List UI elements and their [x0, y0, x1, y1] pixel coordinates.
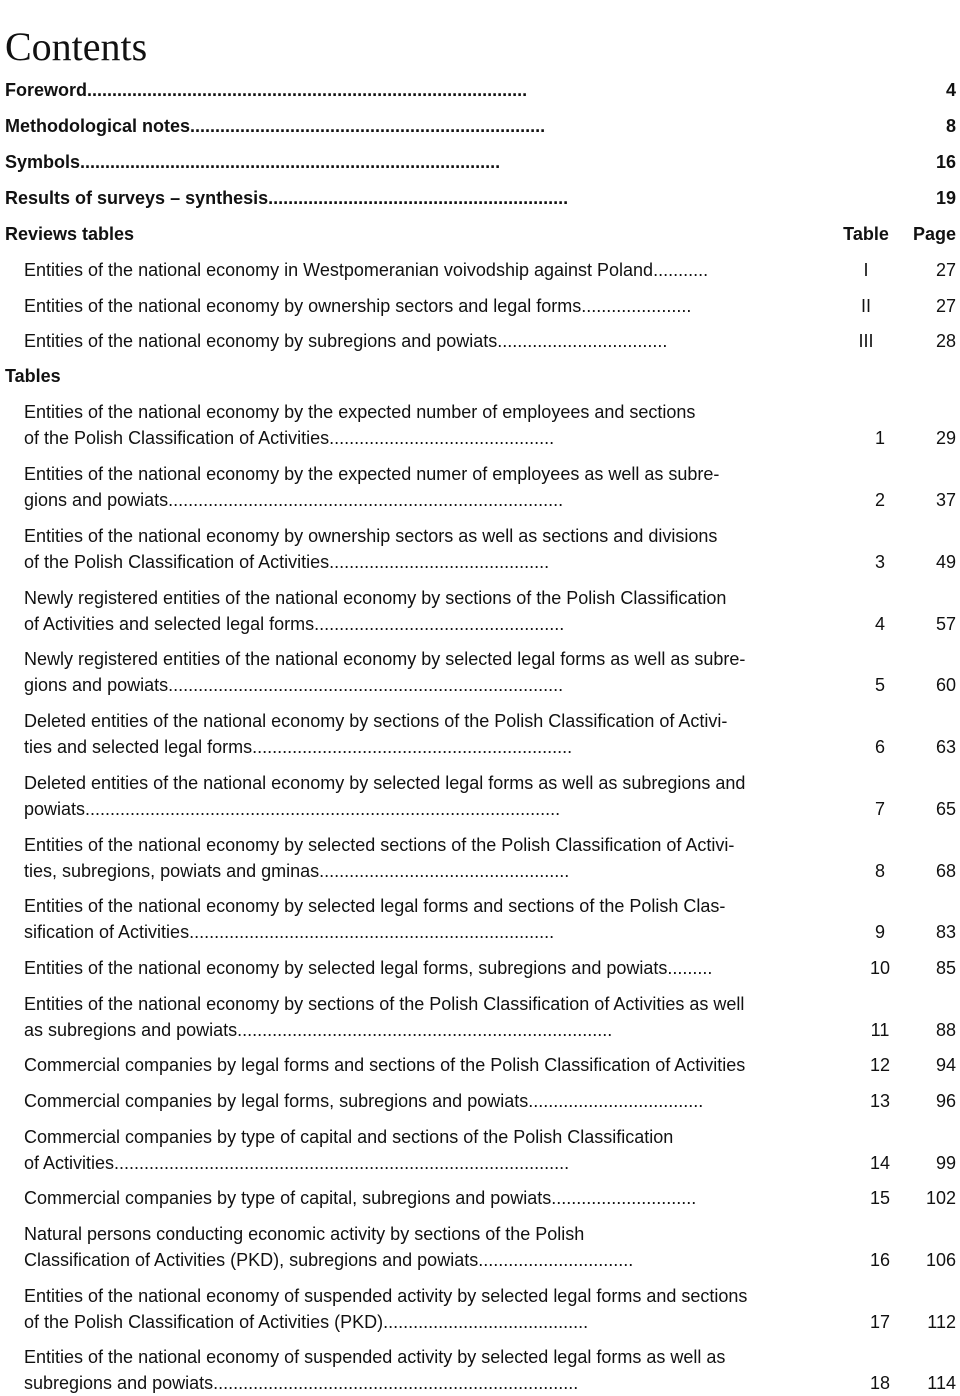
toc-page-number: 37: [935, 490, 956, 510]
toc-page-number: 8: [945, 116, 956, 136]
table-number: 5: [874, 675, 885, 695]
toc-page-number: 88: [935, 1020, 956, 1040]
toc-page-number: 106: [925, 1250, 956, 1270]
toc-entry-label-line1: Newly registered entities of the national economy by sections of the Polish Classification: [24, 588, 727, 608]
toc-entry-label-line1: Newly registered entities of the national economy by selected legal forms as well as subre-: [24, 649, 746, 669]
toc-entry-label-line1: Natural persons conducting economic activity by sections of the Polish: [24, 1224, 585, 1244]
table-number: 8: [874, 861, 885, 881]
table-number: 14: [869, 1153, 891, 1173]
toc-entry-label-line1: Commercial companies by type of capital and sections of the Polish Classification: [24, 1127, 674, 1147]
toc-page-number: 94: [935, 1055, 956, 1075]
toc-entry-label-line2: powiats: [24, 799, 86, 819]
leader-dots: ...........: [653, 260, 709, 280]
toc-entry-label: Foreword: [5, 80, 88, 100]
toc-entry-label: Commercial companies by type of capital, subregions and powiats: [24, 1188, 552, 1208]
leader-dots: ..................................................: [314, 614, 565, 634]
section-header-label: Tables: [5, 366, 61, 386]
toc-page-number: 27: [935, 260, 956, 280]
toc-entry-label-line2: gions and powiats: [24, 675, 169, 695]
leader-dots: .........: [667, 958, 713, 978]
toc-entry-label-line1: Deleted entities of the national economy by sections of the Polish Classification of Activi-: [24, 711, 728, 731]
toc-entry-label-line2: ties and selected legal forms: [24, 737, 253, 757]
leader-dots: ...............................: [478, 1250, 634, 1270]
toc-page-number: 63: [935, 737, 956, 757]
section-header-label: Reviews tables: [5, 224, 135, 244]
toc-page-number: 19: [935, 188, 956, 208]
table-number: III: [858, 331, 874, 351]
toc-page-number: 57: [935, 614, 956, 634]
table-number: 1: [874, 428, 885, 448]
leader-dots: ...............................................................................: [168, 490, 564, 510]
table-number: 11: [870, 1020, 890, 1040]
toc-entry-label-line2: of Activities: [24, 1153, 115, 1173]
toc-entry-label-line1: Entities of the national economy by the expected numer of employees as well as subre-: [24, 464, 720, 484]
toc-entry-label-line2: as subregions and powiats: [24, 1020, 238, 1040]
toc-page-number: 28: [935, 331, 956, 351]
table-number: 12: [869, 1055, 891, 1075]
toc-page-number: 49: [935, 552, 956, 572]
toc-entry-label: Entities of the national economy by selected legal forms, subregions and powiats: [24, 958, 668, 978]
leader-dots: ..................................................: [319, 861, 570, 881]
toc-entry-label-line2: ties, subregions, powiats and gminas: [24, 861, 320, 881]
leader-dots: .........................................................................: [189, 922, 555, 942]
toc-entry-label: Entities of the national economy by ownership sectors and legal forms: [24, 296, 582, 316]
leader-dots: ...............................................................................: [168, 675, 564, 695]
table-number: 16: [869, 1250, 891, 1270]
leader-dots: ...............................................................................................: [85, 799, 561, 819]
toc-page-number: 102: [925, 1188, 956, 1208]
toc-page-number: 16: [935, 152, 956, 172]
leader-dots: .............................................: [329, 428, 555, 448]
table-number: 18: [869, 1373, 891, 1393]
toc-page-number: 83: [935, 922, 956, 942]
table-number: 10: [869, 958, 891, 978]
toc-entry-label-line2: Classification of Activities (PKD), subregions and powiats: [24, 1250, 479, 1270]
toc-page-number: 4: [945, 80, 956, 100]
toc-entry-label-line2: subregions and powiats: [24, 1373, 214, 1393]
leader-dots: ............................................................: [268, 188, 569, 208]
table-number: 6: [874, 737, 885, 757]
toc-entry-label-line2: of the Polish Classification of Activities: [24, 428, 330, 448]
page-title: Contents: [5, 23, 148, 69]
toc-page-number: 99: [935, 1153, 956, 1173]
leader-dots: ....................................................................................: [80, 152, 501, 172]
table-number: II: [860, 296, 871, 316]
leader-dots: ...................................: [528, 1091, 704, 1111]
leader-dots: ......................: [581, 296, 692, 316]
toc-entry-label-line1: Deleted entities of the national economy by selected legal forms as well as subregions and: [24, 773, 746, 793]
toc-entry-label-line1: Entities of the national economy of suspended activity by selected legal forms as well as: [24, 1347, 726, 1367]
toc-page-number: 27: [935, 296, 956, 316]
leader-dots: .......................................................................: [190, 116, 546, 136]
table-number: 9: [874, 922, 885, 942]
toc-entry-label-line2: sification of Activities: [24, 922, 190, 942]
toc-entry-label: Commercial companies by legal forms, subregions and powiats: [24, 1091, 529, 1111]
toc-entry-label-line2: of the Polish Classification of Activities: [24, 552, 330, 572]
toc-entry-label-line1: Entities of the national economy of suspended activity by selected legal forms and sections: [24, 1286, 748, 1306]
table-number: I: [863, 260, 869, 280]
toc-entry-label: Results of surveys – synthesis: [5, 188, 269, 208]
toc-entry-label: Commercial companies by legal forms and sections of the Polish Classification of Activities: [24, 1055, 746, 1075]
toc-page-number: 114: [927, 1373, 956, 1393]
toc-entry-label-line1: Entities of the national economy by selected sections of the Polish Classification of Activi-: [24, 835, 735, 855]
leader-dots: ..................................: [497, 331, 668, 351]
leader-dots: ........................................................................................: [87, 80, 528, 100]
table-number: 17: [869, 1312, 891, 1332]
toc-entry-label-line2: of the Polish Classification of Activities (PKD): [24, 1312, 384, 1332]
leader-dots: ................................................................: [252, 737, 573, 757]
toc-page-number: 29: [935, 428, 956, 448]
leader-dots: ............................................: [329, 552, 550, 572]
toc-entry-label: Symbols: [5, 152, 81, 172]
toc-page-number: 96: [935, 1091, 956, 1111]
toc-entry-label: Entities of the national economy in Westpomeranian voivodship against Poland: [24, 260, 654, 280]
leader-dots: .........................................................................: [213, 1373, 579, 1393]
leader-dots: ...........................................................................: [237, 1020, 613, 1040]
toc-page-number: 112: [927, 1312, 956, 1332]
toc-entry-label-line1: Entities of the national economy by selected legal forms and sections of the Polish Clas-: [24, 896, 726, 916]
toc-page-number: 68: [935, 861, 956, 881]
table-number: 2: [874, 490, 885, 510]
leader-dots: .............................: [551, 1188, 697, 1208]
toc-entry-label: Entities of the national economy by subregions and powiats: [24, 331, 498, 351]
table-number: 13: [869, 1091, 891, 1111]
toc-entry-label-line1: Entities of the national economy by the expected number of employees and sections: [24, 402, 696, 422]
column-header-table: Table: [843, 224, 889, 244]
toc-page-number: 65: [935, 799, 956, 819]
table-number: 3: [874, 552, 885, 572]
toc-page-number: 85: [935, 958, 956, 978]
toc-entry-label: Methodological notes: [5, 116, 191, 136]
column-header-page: Page: [912, 224, 956, 244]
table-number: 15: [869, 1188, 891, 1208]
toc-entry-label-line2: gions and powiats: [24, 490, 169, 510]
leader-dots: .........................................: [383, 1312, 589, 1332]
toc-entry-label-line1: Entities of the national economy by sections of the Polish Classification of Activities as well: [24, 994, 745, 1014]
leader-dots: ...........................................................................................: [114, 1153, 570, 1173]
toc-page-number: 60: [935, 675, 956, 695]
table-number: 4: [874, 614, 885, 634]
toc-entry-label-line1: Entities of the national economy by ownership sectors as well as sections and divisions: [24, 526, 718, 546]
table-number: 7: [874, 799, 885, 819]
toc-entry-label-line2: of Activities and selected legal forms: [24, 614, 315, 634]
